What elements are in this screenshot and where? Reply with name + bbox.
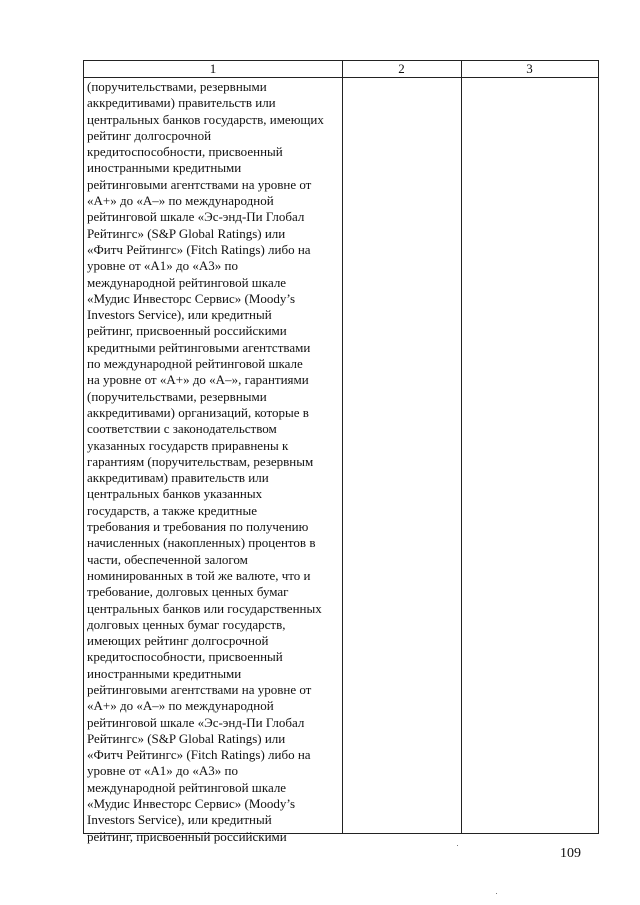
text-line: рейтинговыми агентствами на уровне от bbox=[87, 176, 312, 192]
column-header-2: 2 bbox=[398, 61, 405, 76]
text-line: номинированных в той же валюте, что и bbox=[87, 567, 311, 583]
text-line: рейтинг, присвоенный российскими bbox=[87, 828, 287, 844]
text-line: «Фитч Рейтингс» (Fitch Ratings) либо на bbox=[87, 747, 311, 763]
text-line: «А+» до «А–» по международной bbox=[87, 698, 274, 714]
text-line: по международной рейтинговой шкале bbox=[87, 356, 303, 372]
text-line: кредитными рейтинговыми агентствами bbox=[87, 339, 311, 355]
text-line: центральных банков государств, имеющих bbox=[87, 111, 324, 127]
text-line: требования и требования по получению bbox=[87, 519, 309, 535]
text-line: международной рейтинговой шкале bbox=[87, 779, 287, 795]
text-line: рейтинговой шкале «Эс-энд-Пи Глобал bbox=[87, 714, 305, 730]
text-line: государств, а также кредитные bbox=[87, 502, 257, 518]
column-1-cell-text bbox=[87, 79, 341, 845]
text-line: Рейтингс» (S&P Global Ratings) или bbox=[87, 730, 286, 746]
text-line: (поручительствами, резервными bbox=[87, 388, 267, 404]
column-divider-2 bbox=[461, 61, 462, 833]
text-line: указанных государств приравнены к bbox=[87, 437, 289, 453]
table-header-row bbox=[84, 61, 598, 78]
text-line: Рейтингс» (S&P Global Ratings) или bbox=[87, 225, 286, 241]
text-line: центральных банков или государственных bbox=[87, 600, 322, 616]
text-line: начисленных (накопленных) процентов в bbox=[87, 535, 316, 551]
text-line: уровне от «А1» до «А3» по bbox=[87, 258, 238, 274]
text-line: иностранными кредитными bbox=[87, 665, 242, 681]
text-line: международной рейтинговой шкале bbox=[87, 274, 287, 290]
text-line: требование, долговых ценных бумаг bbox=[87, 584, 289, 600]
text-line: рейтинговыми агентствами на уровне от bbox=[87, 681, 312, 697]
text-line: гарантиям (поручительствам, резервным bbox=[87, 453, 314, 469]
text-line: уровне от «А1» до «А3» по bbox=[87, 763, 238, 779]
text-line: долговых ценных бумаг государств, bbox=[87, 616, 286, 632]
scan-speck bbox=[496, 893, 497, 894]
text-line: «Мудис Инвесторс Сервис» (Moody’s bbox=[87, 290, 296, 306]
column-divider-1 bbox=[342, 61, 343, 833]
text-line: Investors Service), или кредитный bbox=[87, 812, 272, 828]
column-header-1: 1 bbox=[209, 61, 217, 76]
page-number: 109 bbox=[560, 846, 581, 861]
text-line: «Фитч Рейтингс» (Fitch Ratings) либо на bbox=[87, 241, 311, 257]
text-line: центральных банков указанных bbox=[87, 486, 263, 502]
text-line: рейтинг, присвоенный российскими bbox=[87, 323, 287, 339]
text-line: «Мудис Инвесторс Сервис» (Moody’s bbox=[87, 796, 296, 812]
text-line: «А+» до «А–» по международной bbox=[87, 193, 274, 209]
text-line: иностранными кредитными bbox=[87, 160, 242, 176]
text-line: кредитоспособности, присвоенный bbox=[87, 144, 283, 160]
text-line: аккредитивами) правительств или bbox=[87, 95, 276, 111]
text-line: (поручительствами, резервными bbox=[87, 79, 267, 94]
text-line: на уровне от «А+» до «А–», гарантиями bbox=[87, 372, 309, 388]
text-line: аккредитивами) организаций, которые в bbox=[87, 404, 309, 420]
scan-speck bbox=[457, 845, 458, 846]
text-line: кредитоспособности, присвоенный bbox=[87, 649, 283, 665]
text-line: рейтинговой шкале «Эс-энд-Пи Глобал bbox=[87, 209, 305, 225]
column-header-3: 3 bbox=[526, 61, 533, 76]
text-line: аккредитивам) правительств или bbox=[87, 470, 269, 486]
regulation-table bbox=[83, 60, 599, 844]
text-line: соответствии с законодательством bbox=[87, 421, 277, 437]
text-line: Investors Service), или кредитный bbox=[87, 307, 272, 323]
text-line: части, обеспеченной залогом bbox=[87, 551, 248, 567]
text-line: имеющих рейтинг долгосрочной bbox=[87, 633, 269, 649]
text-line: рейтинг долгосрочной bbox=[87, 127, 212, 143]
